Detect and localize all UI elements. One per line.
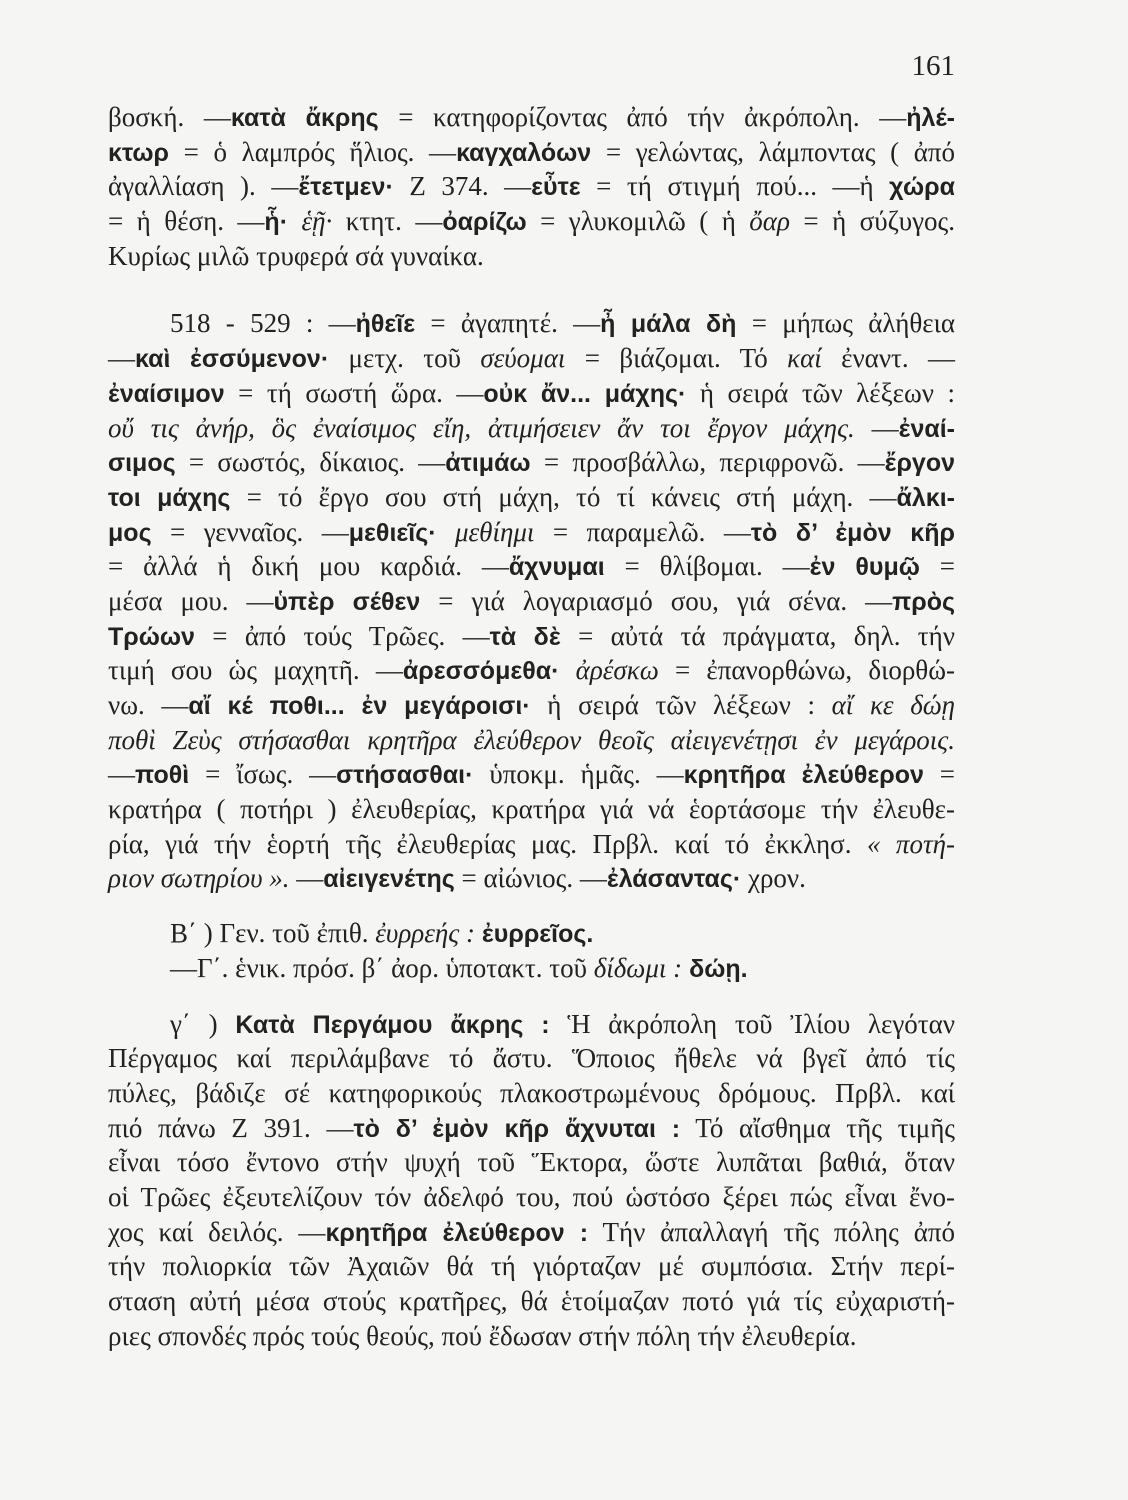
line-text <box>108 413 955 443</box>
line-text <box>108 690 955 720</box>
lemma-term: κρητῆρα ἐλεύθερον : <box>325 1218 589 1247</box>
lemma-term: ἦ μάλα δὴ <box>600 310 737 339</box>
body-text: Ζ 374. — <box>393 171 532 202</box>
italic-text: ἀρέσκω <box>559 655 659 686</box>
text-line <box>108 827 955 862</box>
italic-text: σεύομαι <box>480 343 566 374</box>
body-text: Ἡ ἀκρόπολη τοῦ Ἰλίου λεγόταν <box>549 1008 955 1039</box>
italic-text: ἐυρρεής : <box>375 918 475 949</box>
line-text <box>170 1009 955 1039</box>
line-text <box>108 586 955 616</box>
lemma-term: καγχαλόων <box>456 138 592 167</box>
body-text: ἐναντ. — <box>821 343 955 374</box>
lemma-term: ἠθεῖε <box>355 310 416 339</box>
text-line <box>108 515 955 550</box>
line-text <box>108 829 955 859</box>
line-text <box>108 1251 955 1281</box>
body-text: Τήν ἀπαλλαγή τῆς πόλης ἀπό <box>588 1216 955 1247</box>
lemma-term: ἔργον <box>884 449 956 478</box>
paragraph <box>108 306 955 896</box>
text-line <box>108 951 955 986</box>
body-text: εἶναι τόσο ἔντονο στήν ψυχή τοῦ Ἕκτορα, ὥστε λυπᾶται βαθιά, ὅταν <box>108 1147 955 1178</box>
body-text: τιμή σου ὡς μαχητῆ. — <box>108 655 403 686</box>
text-line <box>108 688 955 723</box>
lemma-term: ἠλέ- <box>906 104 955 132</box>
line-text <box>108 206 955 236</box>
lemma-term: ἀτιμάω <box>445 449 531 478</box>
line-text <box>108 171 955 201</box>
text-line <box>108 1215 955 1250</box>
body-text: = θλίβομαι. — <box>604 551 810 582</box>
body-text: = <box>919 551 955 582</box>
lemma-term: εὖτε <box>531 173 581 202</box>
body-text: ὑποκμ. ἡμᾶς. — <box>473 759 684 790</box>
italic-text: αἴ κε δώῃ <box>831 690 955 720</box>
lemma-term: κατὰ ἄκρης <box>230 104 379 132</box>
text-line <box>108 1180 955 1215</box>
line-text <box>170 953 748 983</box>
line-text <box>108 655 955 685</box>
italic-text: δίδωμι : <box>593 952 683 983</box>
text-line <box>108 135 955 170</box>
text-line <box>108 445 955 480</box>
lemma-term: ποθὶ <box>135 761 190 790</box>
text-line <box>108 584 955 619</box>
body-text: Β΄ ) Γεν. τοῦ ἐπιθ. <box>170 918 376 949</box>
lemma-term: ἀρεσσόμεθα· <box>402 657 560 686</box>
line-text <box>170 308 955 338</box>
lemma-term: ἄλκι- <box>896 483 955 512</box>
body-text: ἡ σειρά τῶν λέξεων : <box>530 690 832 720</box>
line-text <box>108 551 955 581</box>
text-line <box>108 1319 955 1354</box>
lemma-term: δώῃ. <box>682 954 748 983</box>
line-text <box>108 1321 857 1351</box>
text-line <box>108 861 955 896</box>
lemma-term: ἐναίσιμον <box>108 379 225 408</box>
body-text: ἡ σειρά τῶν λέξεων : <box>686 377 955 408</box>
body-text: σταση αὐτή μέσα στούς κρατῆρες, θά ἑτοίμαζαν ποτό γιά τίς εὐχαριστή- <box>108 1286 955 1316</box>
body-text: 518 - 529 : — <box>170 308 356 339</box>
italic-text: οὔ τις ἀνήρ, ὃς ἐναίσιμος εἴη, ἀτιμήσειεν ἄν τοι ἔργον μάχης. <box>108 412 855 443</box>
paragraph <box>108 951 955 986</box>
body-text: = κατηφορίζοντας ἀπό τήν ἀκρόπολη. — <box>378 102 907 132</box>
line-text <box>108 1217 955 1247</box>
lemma-term: χώρα <box>889 173 955 202</box>
body-text: τήν πολιορκία τῶν Ἀχαιῶν θά τή γιόρταζαν μέ συμπόσια. Στήν περί- <box>108 1251 955 1282</box>
body-text: κρατήρα ( ποτήρι ) ἐλευθερίας, κρατήρα γιά νά ἑορτάσομε τήν ἐλευθε- <box>108 794 955 825</box>
body-text: = σωστός, δίκαιος. — <box>175 447 446 478</box>
text-line <box>108 723 955 758</box>
body-text: = αὐτά τά πράγματα, δηλ. τήν <box>560 620 955 651</box>
body-text: μέσα μου. — <box>108 585 274 616</box>
lemma-term: ἄχνυμαι <box>508 553 605 582</box>
text-line <box>108 411 955 446</box>
italic-text: μεθίημι <box>436 516 535 547</box>
text-line <box>108 1249 955 1284</box>
body-text: = ὁ λαμπρός ἥλιος. — <box>169 136 457 167</box>
body-text: πιό πάνω Ζ 391. — <box>108 1112 354 1143</box>
text-line <box>108 1007 955 1042</box>
body-text: κτητ. — <box>332 206 443 237</box>
line-text <box>108 378 955 408</box>
body-text: —Γ΄. ἑνικ. πρόσ. β΄ ἀορ. ὑποτακτ. τοῦ <box>170 952 594 983</box>
body-text: = γλυκομιλῶ ( ἡ <box>526 206 750 237</box>
lemma-term: ἐναί- <box>898 414 956 443</box>
lemma-term: ἔτετμεν· <box>298 173 394 202</box>
lemma-term: αἰειγενέτης <box>323 865 455 894</box>
body-text: ρία, γιά τήν ἑορτή τῆς ἐλευθερίας μας. Πρβλ. καί τό ἐκκλησ. <box>108 828 867 859</box>
text-line <box>108 1076 955 1111</box>
body-text: Κυρίως μιλῶ τρυφερά σά γυναίκα. <box>108 240 484 271</box>
lemma-term: ἐλάσαντας· <box>606 865 742 894</box>
italic-text: καί <box>787 343 822 374</box>
lemma-term: μεθιεῖς· <box>348 518 437 547</box>
body-text: ριες σπονδές πρός τούς θεούς, πού ἔδωσαν στήν πόλη τήν ἐλευθερία. <box>108 1320 857 1351</box>
text-line <box>108 1284 955 1319</box>
commentary-text <box>108 100 955 1353</box>
italic-text: ὄαρ <box>749 206 790 237</box>
body-text: βοσκή. — <box>108 102 231 132</box>
body-text: = παραμελῶ. — <box>534 516 751 547</box>
body-text: = ἴσως. — <box>189 759 337 790</box>
lemma-term: τὰ δὲ <box>489 622 561 651</box>
text-line <box>108 239 955 274</box>
body-text: — <box>108 343 135 374</box>
line-text <box>170 918 593 948</box>
text-line <box>108 619 955 654</box>
body-text: = ἀγαπητέ. — <box>415 308 601 339</box>
lemma-term: οὐκ ἄν... μάχης· <box>483 379 687 408</box>
line-text <box>108 1147 955 1177</box>
text-line <box>108 204 955 239</box>
text-line <box>108 653 955 688</box>
lemma-term: μος <box>108 518 152 547</box>
paragraph <box>108 916 955 951</box>
lemma-term: καὶ ἐσσύμενον· <box>135 345 330 374</box>
body-text: χος καί δειλός. — <box>108 1216 326 1247</box>
text-line <box>108 376 955 411</box>
body-text: = τό ἔργο σου στή μάχη, τό τί κάνεις στή μάχη. — <box>230 481 897 512</box>
paragraph <box>108 1007 955 1354</box>
body-text: = ἀπό τούς Τρῶες. — <box>194 620 490 651</box>
text-line <box>108 100 955 135</box>
italic-text: ἑῇ· <box>288 206 333 237</box>
line-text <box>108 447 955 477</box>
text-line <box>108 1041 955 1076</box>
lemma-term: ἐν θυμῷ <box>809 553 920 582</box>
text-line <box>108 916 955 951</box>
line-text <box>108 725 955 755</box>
line-text <box>108 1182 955 1212</box>
lemma-term: ὑπὲρ σέθεν <box>273 587 421 616</box>
body-text: = γελώντας, λάμποντας ( ἀπό <box>591 136 955 167</box>
paragraph <box>108 100 955 273</box>
lemma-term: τὸ δ’ ἐμὸν κῆρ <box>750 518 955 547</box>
body-text: = ἡ σύζυγος. <box>789 206 955 237</box>
lemma-term: κρητῆρα ἐλεύθερον <box>683 761 924 790</box>
text-line <box>108 549 955 584</box>
text-line <box>108 480 955 515</box>
line-text <box>108 794 955 824</box>
body-text: = γιά λογαριασμό σου, γιά σένα. — <box>420 585 893 616</box>
line-text <box>108 241 484 271</box>
lemma-term: κτωρ <box>108 138 169 167</box>
text-line <box>108 169 955 204</box>
body-text: = <box>923 759 956 790</box>
line-text <box>108 863 806 893</box>
body-text: γ΄ ) <box>170 1008 236 1039</box>
lemma-term: τοι μάχης <box>108 483 231 512</box>
lemma-term: πρὸς <box>892 587 955 616</box>
text-line <box>108 1111 955 1146</box>
text-line <box>108 306 955 341</box>
line-text <box>108 102 955 132</box>
body-text: = ἡ θέση. — <box>108 206 265 237</box>
body-text: = τή σωστή ὥρα. — <box>224 377 484 408</box>
text-line <box>108 341 955 376</box>
body-text: = μήπως ἀλήθεια <box>736 308 955 339</box>
lemma-term: σιμος <box>108 449 176 478</box>
italic-text: ποθὶ Ζεὺς στήσασθαι κρητῆρα ἐλεύθερον θεοῖς αἰειγενέτῃσι ἐν μεγάροις. <box>108 724 955 755</box>
line-text <box>108 137 955 167</box>
body-text: = ἀλλά ἡ δική μου καρδιά. — <box>108 551 509 582</box>
lemma-term: Τρώων <box>108 622 195 651</box>
line-text <box>108 482 955 512</box>
text-line <box>108 792 955 827</box>
lemma-term: αἴ κέ ποθι... ἐν μεγάροισι· <box>188 692 531 720</box>
body-text: = αἰώνιος. — <box>454 863 607 894</box>
page-number: 161 <box>911 50 955 82</box>
body-text: = βιάζομαι. Τό <box>565 343 788 374</box>
lemma-term: ἧ· <box>264 208 289 237</box>
body-text: πύλες, βάδιζε σέ κατηφορικούς πλακοστρωμένους δρόμους. Πρβλ. καί <box>108 1077 955 1108</box>
body-text: — <box>289 863 324 894</box>
body-text: νω. — <box>108 690 189 720</box>
body-text: — <box>854 412 899 443</box>
line-text <box>108 1078 955 1108</box>
body-text: = προσβάλλω, περιφρονῶ. — <box>530 447 885 478</box>
italic-text: « ποτή- <box>866 828 955 859</box>
line-text <box>108 343 955 373</box>
text-line <box>108 757 955 792</box>
body-text: — <box>108 759 135 790</box>
body-text: = ἐπανορθώνω, διορθώ- <box>658 655 956 686</box>
body-text: = γενναῖος. — <box>151 516 349 547</box>
line-text <box>108 759 955 789</box>
body-text: ἀγαλλίαση ). — <box>108 171 299 202</box>
body-text: Πέργαμος καί περιλάμβανε τό ἄστυ. Ὅποιος ἤθελε νά βγεῖ ἀπό τίς <box>108 1043 955 1074</box>
lemma-term: ὀαρίζω <box>442 208 527 237</box>
lemma-term: ἐυρρεῖος. <box>474 920 594 949</box>
italic-text: ριον σωτηρίου ». <box>108 863 290 894</box>
line-text <box>108 621 955 651</box>
line-text <box>108 1286 955 1316</box>
body-text: χρον. <box>741 863 806 894</box>
lemma-term: στήσασθαι· <box>336 761 474 790</box>
lemma-term: τὸ δ’ ἐμὸν κῆρ ἄχνυται : <box>353 1114 681 1143</box>
text-line <box>108 1145 955 1180</box>
lemma-term: Κατὰ Περγάμου ἄκρης : <box>235 1010 550 1039</box>
body-text: μετχ. τοῦ <box>329 343 481 374</box>
body-text: οἱ Τρῶες ἐξευτελίζουν τόν ἀδελφό του, πού ὡστόσο ξέρει πώς εἶναι ἔνο- <box>108 1181 955 1212</box>
line-text <box>108 1113 955 1143</box>
body-text: = τή στιγμή πού... —ἡ <box>580 171 890 202</box>
body-text: Τό αἴσθημα τῆς τιμῆς <box>680 1112 956 1143</box>
line-text <box>108 1043 955 1073</box>
line-text <box>108 517 955 547</box>
